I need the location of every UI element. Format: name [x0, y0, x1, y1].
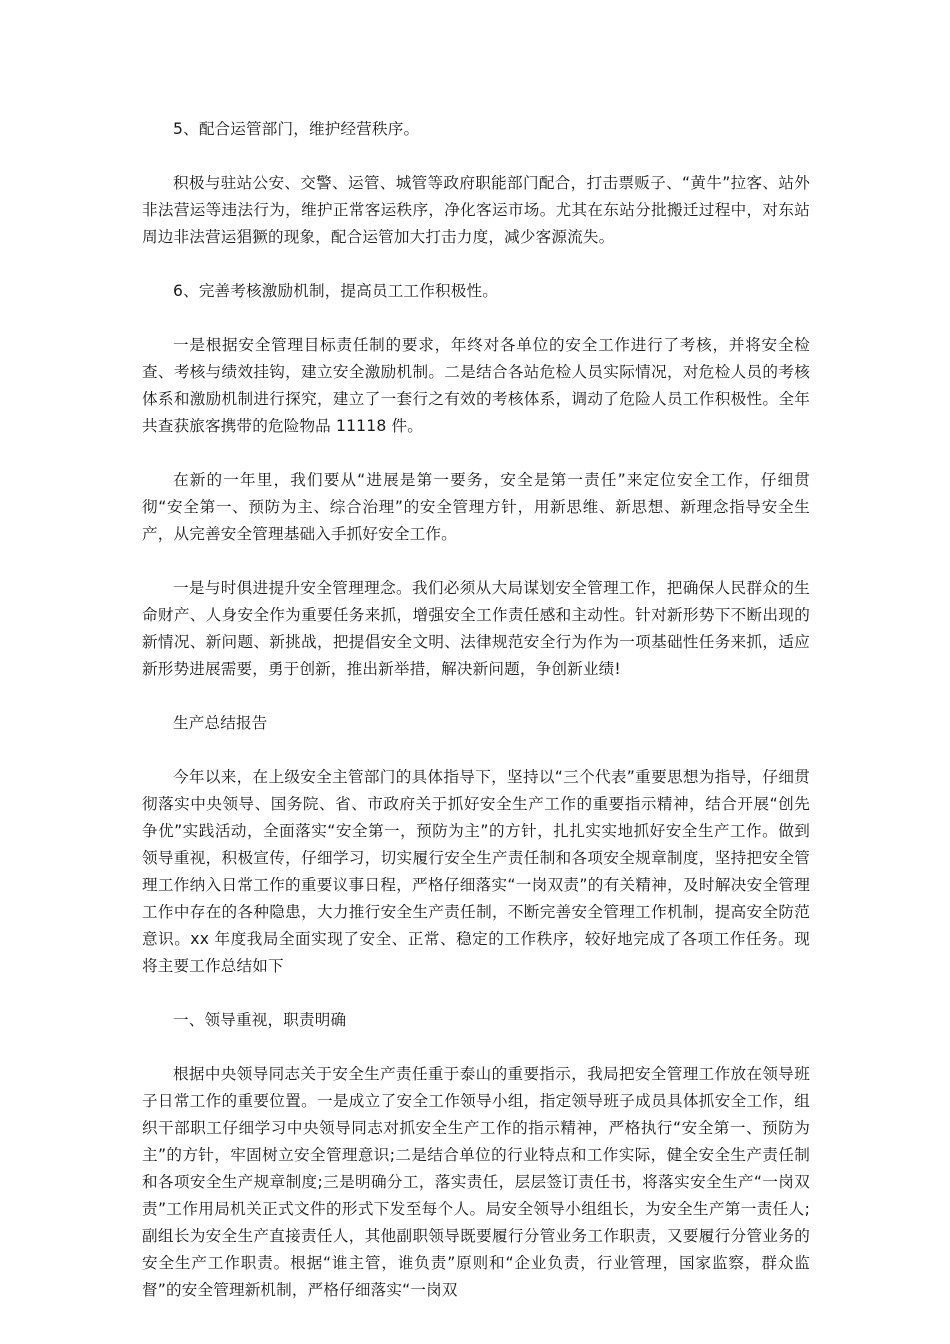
paragraph: 积极与驻站公安、交警、运管、城管等政府职能部门配合，打击票贩子、“黄牛”拉客、站外非法营运等违法行为，维护正常客运秩序，净化客运市场。尤其在东站分批搬迁过程中，对东站周边非法营运猖獗的现象，配合运管加大打击力度，减少客源流失。	[142, 174, 810, 246]
paragraph: 一是与时俱进提升安全管理理念。我们必须从大局谋划安全管理工作，把确保人民群众的生命财产、人身安全作为重要任务来抓，增强安全工作责任感和主动性。针对新形势下不断出现的新情况、新问题、新挑战，把提倡安全文明、法律规范安全行为作为一项基础性任务来抓，适应新形势进展需要，勇于创新，推出新举措，解决新问题，争创新业绩!	[142, 579, 810, 678]
section-heading-5: 5、配合运管部门，维护经营秩序。	[173, 120, 420, 138]
paragraph: 一是根据安全管理目标责任制的要求，年终对各单位的安全工作进行了考核，并将安全检查、考核与绩效挂钩，建立安全激励机制。二是结合各站危检人员实际情况，对危检人员的考核体系和激励机制进行探究，建立了一套行之有效的考核体系，调动了危险人员工作积极性。全年共查获旅客携带的危险物品 11118 件。	[142, 336, 810, 435]
report-title: 生产总结报告	[173, 714, 268, 732]
paragraph: 今年以来，在上级安全主管部门的具体指导下，坚持以“三个代表”重要思想为指导，仔细贯彻落实中央领导、国务院、省、市政府关于抓好安全生产工作的重要指示精神，结合开展“创先争优”实践活动，全面落实“安全第一，预防为主”的方针，扎扎实实地抓好安全生产工作。做到领导重视，积极宣传，仔细学习，切实履行安全生产责任制和各项安全规章制度，坚持把安全管理工作纳入日常工作的重要议事日程，严格仔细落实“一岗双责”的有关精神，及时解决安全管理工作中存在的各种隐患，大力推行安全生产责任制，不断完善安全管理工作机制，提高安全防范意识。xx 年度我局全面实现了安全、正常、稳定的工作秩序，较好地完成了各项工作任务。现将主要工作总结如下	[142, 768, 810, 975]
paragraph: 在新的一年里，我们要从“进展是第一要务，安全是第一责任”来定位安全工作，仔细贯彻“安全第一、预防为主、综合治理”的安全管理方针，用新思维、新思想、新理念指导安全生产，从完善安全管理基础入手抓好安全工作。	[142, 471, 810, 543]
section-heading-1: 一、领导重视，职责明确	[173, 1011, 347, 1029]
section-heading-6: 6、完善考核激励机制，提高员工工作积极性。	[173, 282, 498, 300]
paragraph: 根据中央领导同志关于安全生产责任重于泰山的重要指示，我局把安全管理工作放在领导班子日常工作的重要位置。一是成立了安全工作领导小组，指定领导班子成员具体抓安全工作，组织干部职工仔细学习中央领导同志对抓安全生产工作的指示精神，严格执行“安全第一、预防为主”的方针，牢固树立安全管理意识;二是结合单位的行业特点和工作实际，健全安全生产责任制和各项安全生产规章制度;三是明确分工，落实责任，层层签订责任书，将落实安全生产“一岗双责”工作用局机关正式文件的形式下发至每个人。局安全领导小组组长，为安全生产第一责任人;副组长为安全生产直接责任人，其他副职领导既要履行分管业务工作职责，又要履行分管业务的安全生产工作职责。根据“谁主管，谁负责”原则和“企业负责，行业管理，国家监察，群众监督”的安全管理新机制，严格仔细落实“一岗双	[142, 1065, 810, 1299]
document-body	[142, 116, 810, 1331]
